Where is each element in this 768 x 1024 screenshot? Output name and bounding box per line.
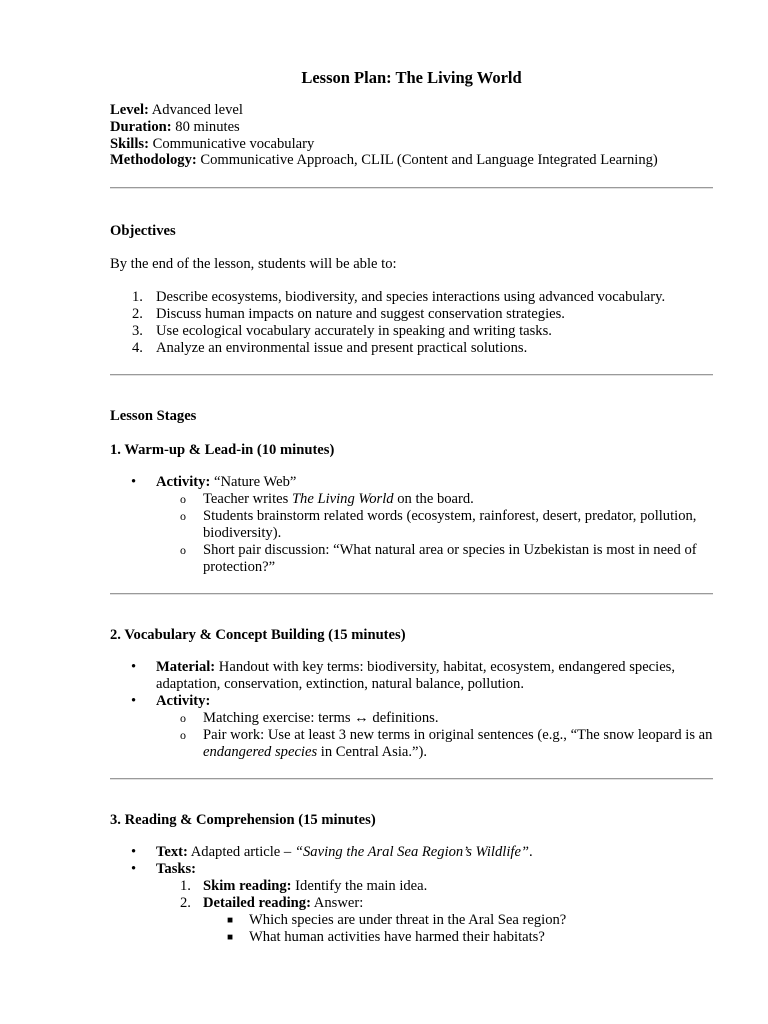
- circle-bullet-icon: o: [180, 509, 186, 524]
- meta-level: Level: Advanced level: [110, 102, 243, 118]
- list-item: 1. Skim reading: Identify the main idea.: [180, 878, 428, 895]
- list-item: 4. Analyze an environmental issue and present practical solutions.: [132, 340, 528, 357]
- circle-bullet-icon: o: [180, 492, 186, 507]
- reading-questions-list: [110, 912, 713, 946]
- list-item: ■ Which species are under threat in the Aral Sea region?: [227, 912, 567, 929]
- warmup-heading: 1. Warm-up & Lead-in (10 minutes): [110, 442, 335, 459]
- list-item: o Matching exercise: terms ↔ definitions.: [180, 710, 439, 727]
- list-item: o Teacher writes The Living World on the board.: [180, 491, 474, 508]
- list-item: o Short pair discussion: “What natural area or species in Uzbekistan is most in need of protection?”: [180, 542, 697, 576]
- list-item: • Activity:: [131, 693, 211, 710]
- lesson-meta: [110, 102, 713, 169]
- circle-bullet-icon: o: [180, 543, 186, 558]
- reading-list: [110, 844, 713, 878]
- warmup-sublist: [110, 491, 713, 576]
- document-title: Lesson Plan: The Living World: [301, 68, 522, 87]
- divider: [110, 187, 713, 189]
- square-bullet-icon: ■: [227, 915, 234, 927]
- reading-heading: 3. Reading & Comprehension (15 minutes): [110, 812, 376, 829]
- divider: [110, 778, 713, 780]
- meta-skills: Skills: Communicative vocabulary: [110, 135, 315, 152]
- list-item: • Material: Handout with key terms: biodiversity, habitat, ecosystem, endangered species, adaptation, conservation, extinction, natural balance, pollution.: [131, 659, 676, 693]
- vocab-sublist: [110, 710, 713, 761]
- list-item: ■ What human activities have harmed their habitats?: [227, 929, 545, 946]
- meta-duration: Duration: 80 minutes: [110, 118, 240, 135]
- list-item: o Pair work: Use at least 3 new terms in original sentences (e.g., “The snow leopard is an endangered species in Central Asia.”).: [180, 727, 713, 761]
- warmup-list: [110, 474, 713, 491]
- bullet-icon: •: [131, 844, 137, 861]
- list-item: • Tasks:: [131, 861, 197, 878]
- list-item: • Activity: “Nature Web”: [131, 474, 297, 491]
- meta-methodology: Methodology: Communicative Approach, CLIL (Content and Language Integrated Learning): [110, 152, 658, 169]
- lesson-stages-heading: Lesson Stages: [110, 408, 197, 425]
- divider: [110, 593, 713, 595]
- bullet-icon: •: [131, 693, 137, 710]
- list-item: 1. Describe ecosystems, biodiversity, and species interactions using advanced vocabulary.: [132, 289, 666, 306]
- bullet-icon: •: [131, 474, 137, 491]
- list-item: o Students brainstorm related words (ecosystem, rainforest, desert, predator, pollution, biodiversity).: [180, 508, 697, 542]
- bullet-icon: •: [131, 861, 137, 878]
- square-bullet-icon: ■: [227, 932, 234, 944]
- list-item: 2. Detailed reading: Answer:: [180, 895, 364, 912]
- circle-bullet-icon: o: [180, 711, 186, 726]
- bullet-icon: •: [131, 659, 137, 676]
- vocab-list: [110, 659, 713, 710]
- list-item: 3. Use ecological vocabulary accurately in speaking and writing tasks.: [132, 323, 552, 340]
- objectives-list: [110, 289, 713, 357]
- divider: [110, 374, 713, 376]
- list-item: • Text: Adapted article – “Saving the Aral Sea Region’s Wildlife”.: [131, 844, 533, 861]
- list-item: 2. Discuss human impacts on nature and suggest conservation strategies.: [132, 306, 565, 323]
- circle-bullet-icon: o: [180, 728, 186, 743]
- document-page: [110, 68, 713, 946]
- reading-tasks-list: [110, 878, 713, 912]
- objectives-intro: By the end of the lesson, students will be able to:: [110, 256, 397, 273]
- objectives-heading: Objectives: [110, 223, 176, 240]
- vocab-heading: 2. Vocabulary & Concept Building (15 minutes): [110, 627, 406, 644]
